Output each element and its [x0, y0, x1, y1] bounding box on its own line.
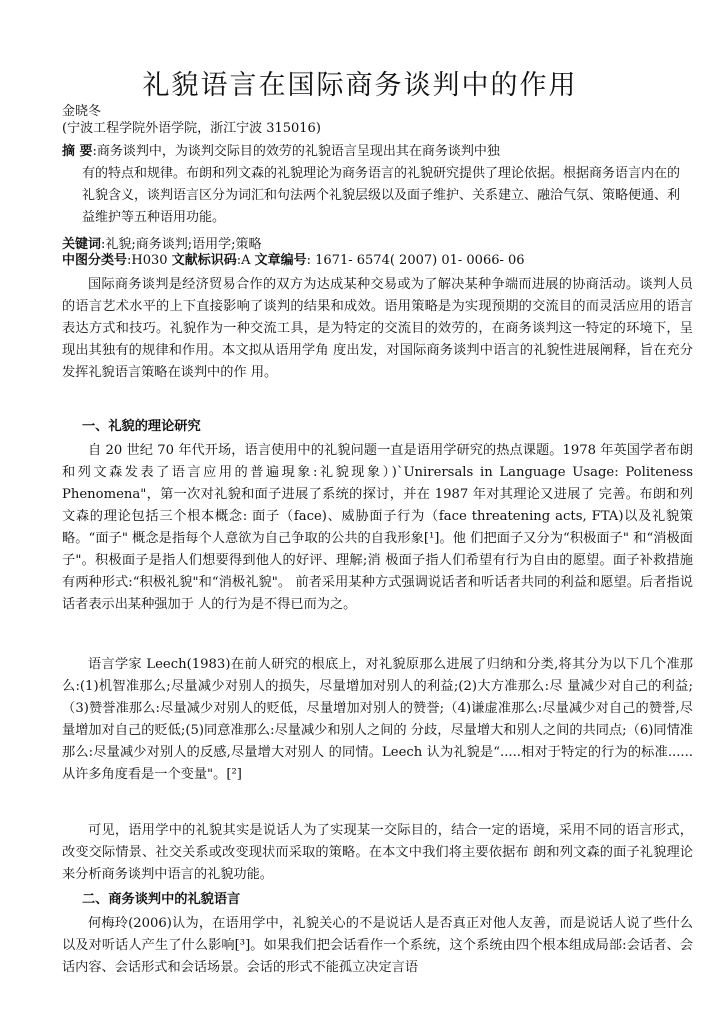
doc-code-label: 文献标识码: [171, 253, 237, 268]
author-affiliation: (宁波工程学院外语学院，浙江宁波 315016): [62, 121, 321, 136]
section-heading-1: 一、礼貌的理论研究: [82, 419, 201, 434]
intro-paragraph: 国际商务谈判是经济贸易合作的双方为达成某种交易或为了解决某种争端而进展的协商活动。谈判人员的语言艺术水平的上下直接影响了谈判的结果和成效。语用策略是为实现预期的交流目的而灵活应用的语言表达方式和技巧。礼貌作为一种交流工具，是为特定的交流目的效劳的，在商务谈判这一特定的环境下，呈现出其独有的规律和作用。本文拟从语用学角 度出发，对国际商务谈判中语言的礼貌性进展阐释，旨在充分发挥礼貌语言策略在谈判中的作 用。: [62, 277, 693, 380]
article-no-label: 文章编号: [254, 253, 307, 268]
section1-paragraph-2: 语言学家 Leech(1983)在前人研究的根底上，对礼貌原那么进展了归纳和分类,将其分为以下几个准那么:(1)机智准那么;尽量减少对别人的损失，尽量增加对别人的利益;(2)大方准那么:尽 量减少对自己的利益;（3)赞誉准那么:尽量减少对别人的贬低，尽量增加对别人的赞誉;（4)谦虚准那么:尽量减少对自己的赞誉,尽量增加对自己的贬低;(5)同意准那么:尽量减少和别人之间的 分歧，尽量增大和别人之间的共同点;（6)同情准那么:尽量减少对别人的反感,尽量增大对别人 的同情。Leech 认为礼貌是“.....相对于特定的行为的标准......从许多角度看是一个变量"。[²]: [62, 657, 693, 782]
section1-paragraph-1: 自 20 世纪 70 年代开场，语言使用中的礼貌问题一直是语用学研究的热点课题。1978 年英国学者布朗和列文森发表了语言应用的普遍現象:礼貌现象）)`Unirersals in Language Usage: Politeness Phenomena"，第一次对礼貌和面子进展了系统的探讨，并在 1987 年对其理论又进展了 完善。布朗和列文森的理论包括三个根本概念: 面子（face)、威胁面子行为（face threatening acts, FTA)以及礼貌策略。“面子" 概念是指每个人意欲为自己争取的公共的自我形象[¹]。他 们把面子又分为“积极面子" 和“消极面子"。积极面子是指人们想要得到他人的好评、理解;消 极面子指人们希望有行为自由的愿望。面子补救措施有两种形式:“积极礼貌"和“消极礼貌"。 前者采用某种方式强调说话者和听话者共同的利益和愿望。后者指说话者表示出某种强加于 人的行为是不得已而为之。: [62, 443, 693, 612]
section1-paragraph-3: 可见，语用学中的礼貌其实是说话人为了实现某一交际目的，结合一定的语境，采用不同的语言形式，改变交际情景、社交关系或改变现状而采取的策略。在本文中我们将主要依据布 朗和列文森的面子礼貌理论来分析商务谈判中语言的礼貌功能。: [62, 823, 693, 882]
abstract-body: 有的特点和规律。布朗和列文森的礼貌理论为商务语言的礼貌研究提供了理论依据。根据商务语言内在的礼貌含义，谈判语言区分为词汇和句法两个礼貌层级以及面子维护、关系建立、融洽气氛、策略便通、利益维护等五种语用功能。: [82, 166, 681, 225]
article-no-value: : 1671- 6574( 2007) 01- 0066- 06: [306, 253, 525, 268]
author-name: 金晓冬: [62, 104, 102, 119]
clc-label: 中图分类号: [62, 253, 128, 268]
abstract-first-text: :商务谈判中，为谈判交际目的效劳的礼貌语言呈现出其在商务谈判中独: [92, 144, 500, 159]
section2-paragraph-1: 何梅玲(2006)认为，在语用学中，礼貌关心的不是说话人是否真正对他人友善，而是说话人说了些什么以及对听话人产生了什么影响[³]。如果我们把会话看作一个系统，这个系统由四个根本组成局部:会话者、会话内容、会话形式和会话场景。会话的形式不能孤立决定言语: [62, 916, 693, 975]
doc-code-value: :A: [236, 253, 251, 268]
keywords-label: 关键词: [62, 237, 102, 252]
classification-line: [62, 252, 702, 270]
keywords-value: :礼貌;商务谈判;语用学;策略: [101, 237, 262, 252]
section-heading-2: 二、商务谈判中的礼貌语言: [82, 892, 241, 907]
clc-value: :H030: [127, 253, 168, 268]
article-title: 礼貌语言在国际商务谈判中的作用: [142, 70, 578, 101]
abstract-first-line: [62, 141, 702, 163]
abstract-label: 摘 要: [62, 144, 93, 159]
